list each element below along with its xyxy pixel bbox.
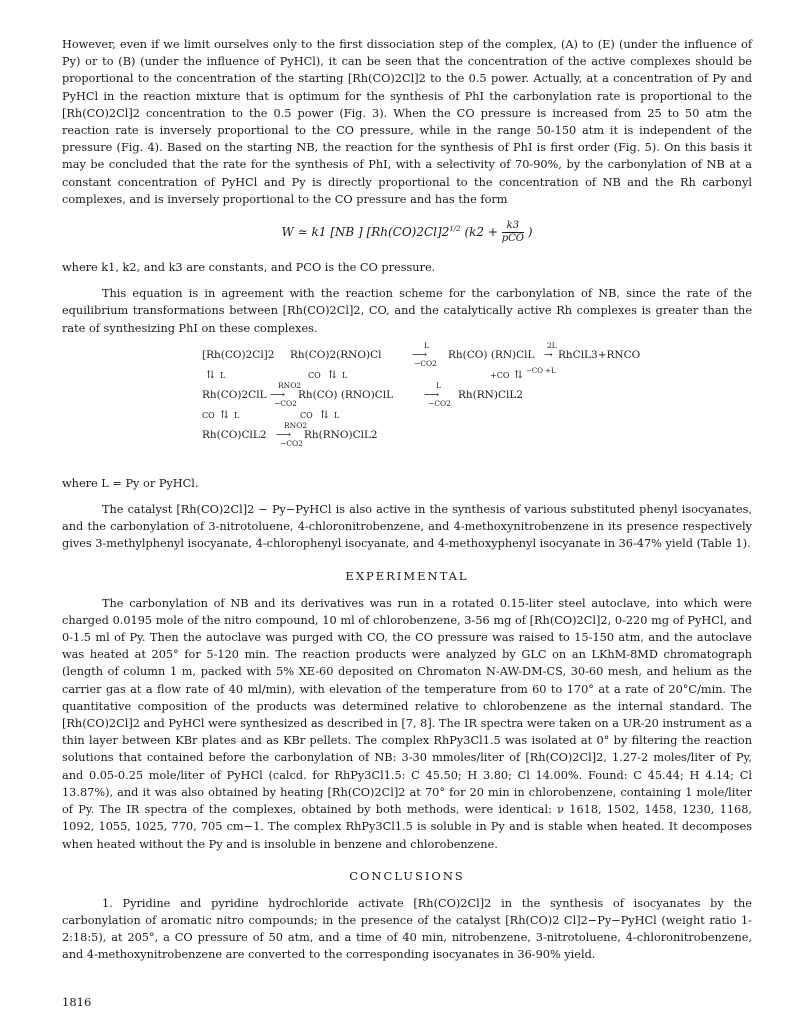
rate-equation [62, 220, 752, 245]
page-body [62, 36, 752, 964]
scheme-eq-arrow-5: ⇅ [320, 408, 329, 421]
paragraph-catalyst: The catalyst [Rh(CO)2Cl]2 − Py−PyHCl is also active in the synthesis of various substituted phenyl isocyanates, and the carbonylation of 3-nitrotoluene, 4-chloronitrobenzene, and 4-methoxynitrobenzene in its presence respectively gives 3-methylphenyl isocyanate, 4-chlorophenyl isocyanate, and 4-methoxyphenyl isocyanate in 36-47% yield (Table 1). [62, 503, 752, 551]
scheme-eq-arrow-1: ⇅ [206, 368, 215, 381]
paragraph-ligand: where L = Py or PyHCl. [62, 476, 199, 490]
heading-conclusions: CONCLUSIONS [349, 868, 465, 883]
scheme-v2: CO [308, 370, 321, 380]
scheme-v3b: −CO +L [526, 366, 556, 375]
scheme-r1d: RhClL3+RNCO [558, 348, 641, 361]
page-number: 1816 [62, 995, 92, 1009]
scheme-r3-arrow: ⟶ [276, 428, 292, 441]
scheme-v5: CO [300, 410, 313, 420]
scheme-r1c: Rh(CO) (RN)ClL [448, 348, 535, 361]
scheme-v4b: L [234, 410, 240, 420]
equation-fraction [502, 220, 524, 245]
scheme-r3-arrow-top: RNO2 [284, 420, 308, 430]
scheme-r2-arrow1-bot: −CO2 [274, 398, 297, 408]
scheme-r1-arrow1-top: L [424, 340, 429, 350]
equation-exponent: 1/2 [449, 225, 461, 234]
scheme-r1-arrow1: ⟶ [412, 348, 428, 361]
scheme-eq-arrow-4: ⇅ [220, 408, 229, 421]
scheme-r2-arrow2: ⟶ [424, 388, 440, 401]
heading-experimental: EXPERIMENTAL [345, 568, 469, 583]
scheme-r2c: Rh(RN)ClL2 [458, 388, 523, 401]
paragraph-experimental: The carbonylation of NB and its derivatives was run in a rotated 0.15-liter steel autoclave, into which were charged 0.0195 mole of the nitro compound, 10 ml of chlorobenzene, 3-56 mg of [Rh(CO)2Cl]2, 0-220 mg of PyHCl, and 0-1.5 ml of Py. Then the autoclave was purged with CO, the CO pressure was raised to 15-150 atm, and the autoclave was heated at 205° for 5-120 min. The reaction products were analyzed by GLC on an LKhM-8MD chromatograph (length of column 1 m, packed with 5% XE-60 deposited on Chromaton N-AW-DM-CS, 30-60 mesh, and helium as the carrier gas at a flow rate of 40 ml/min), with elevation of the temperature from 60 to 170° at a rate of 20°C/min. The quantitative composition of the products was determined relative to chlorobenzene as the internal standard. The [Rh(CO)2Cl]2 and PyHCl were synthesized as described in [7, 8]. The IR spectra were taken on a UR-20 instrument as a thin layer between KBr plates and as KBr pellets. The complex RhPy3Cl1.5 was isolated at 0° by filtering the reaction solutions that contained before the carbonylation of NB: 3-30 mmoles/liter of [Rh(CO)2Cl]2, 1.27-2 moles/liter of Py, and 0.05-0.25 mole/liter of PyHCl (calcd. for RhPy3Cl1.5: C 45.50; H 3.80; Cl 14.00%. Found: C 45.44; H 4.14; Cl 13.87%), and it was also obtained by heating [Rh(CO)2Cl]2 at 70° for 20 min in chlorobenzene, containing 1 mole/liter of Py. The IR spectra of the complexes, obtained by both methods, were identical: ν 1618, 1502, 1458, 1230, 1168, 1092, 1055, 1025, 770, 705 cm−1. The complex RhPy3Cl1.5 is soluble in Py and is stable when heated. It decomposes when heated without the Py and is insoluble in benzene and chlorobenzene. [62, 596, 752, 851]
paragraph-intro: However, even if we limit ourselves only to the first dissociation step of the complex, (A) to (E) (under the influence of Py) or to (B) (under the influence of PyHCl), it can be seen that the concentration of the active complexes should be proportional to the concentration of the starting [Rh(CO)2Cl]2 to the 0.5 power. Actually, at a concentration of Py and PyHCl in the reaction mixture that is optimum for the synthesis of PhI the carbonylation rate is proportional to the [Rh(CO)2Cl]2 concentration to the 0.5 power (Fig. 3). When the CO pressure is increased from 25 to 50 atm the reaction rate is inversely proportional to the CO pressure, while in the range 50-150 atm it is independent of the pressure (Fig. 4). Based on the starting NB, the reaction for the synthesis of PhI is first order (Fig. 5). On this basis it may be concluded that the rate for the synthesis of PhI, with a selectivity of 70-90%, by the carbonylation of NB at a constant concentration of PyHCl and Py is directly proportional to the concentration of NB and the Rh carbonyl complexes, and is inversely proportional to the CO pressure and has the form [62, 38, 752, 206]
scheme-v3: +CO [490, 370, 510, 380]
reaction-scheme [202, 340, 662, 467]
paragraph-agreement: This equation is in agreement with the reaction scheme for the carbonylation of NB, since the rate of the equilibrium transformations between [Rh(CO)2Cl]2, CO, and the catalytically active Rh complexes is greater than the rate of synthesizing PhI on these complexes. [62, 287, 752, 335]
scheme-eq-arrow-3: ⇅ [514, 368, 523, 381]
scheme-eq-arrow-2: ⇅ [328, 368, 337, 381]
equation-close: ) [527, 225, 533, 240]
scheme-r1-arrow2-top: 2L [547, 340, 557, 350]
scheme-r1-arrow2: → [544, 348, 553, 361]
scheme-v5b: L [334, 410, 340, 420]
scheme-v2b: L [342, 370, 348, 380]
scheme-r2-arrow1: ⟶ [270, 388, 286, 401]
scheme-r1-arrow1-bot: −CO2 [414, 358, 437, 368]
scheme-r1a: [Rh(CO)2Cl]2 [202, 348, 275, 361]
scheme-r1b: Rh(CO)2(RNO)Cl [290, 348, 382, 361]
scheme-r2-arrow2-bot: −CO2 [428, 398, 451, 408]
scheme-r3-arrow-bot: −CO2 [280, 438, 303, 448]
equation-lhs: W ≃ k1 [NB ] [Rh(CO)2Cl]2 [281, 225, 450, 240]
scheme-r2a: Rh(CO)2ClL [202, 388, 267, 401]
scheme-v4: CO [202, 410, 215, 420]
paragraph-constants: where k1, k2, and k3 are constants, and PCO is the CO pressure. [62, 261, 436, 275]
paragraph-conclusion-1: 1. Pyridine and pyridine hydrochloride activate [Rh(CO)2Cl]2 in the synthesis of isocyanates by the carbonylation of aromatic nitro compounds; in the presence of the catalyst [Rh(CO)2 Cl]2−Py−PyHCl (weight ratio 1-2:18:5), at 205°, a CO pressure of 50 atm, and a time of 40 min, nitrobenzene, 3-nitrotoluene, 4-chloronitrobenzene, and 4-methoxynitrobenzene are converted to the corresponding isocyanates in 36-90% yield. [62, 896, 752, 962]
equation-k2: (k2 + [464, 225, 498, 240]
fraction-numerator: k3 [502, 220, 524, 233]
scheme-r3b: Rh(RNO)ClL2 [304, 428, 378, 441]
scheme-r2b: Rh(CO) (RNO)ClL [298, 388, 394, 401]
scheme-r2-arrow1-top: RNO2 [278, 380, 302, 390]
scheme-v1: L [220, 370, 226, 380]
fraction-denominator: pCO [501, 233, 524, 245]
scheme-r3a: Rh(CO)ClL2 [202, 428, 267, 441]
scheme-r2-arrow2-top: L [436, 380, 441, 390]
